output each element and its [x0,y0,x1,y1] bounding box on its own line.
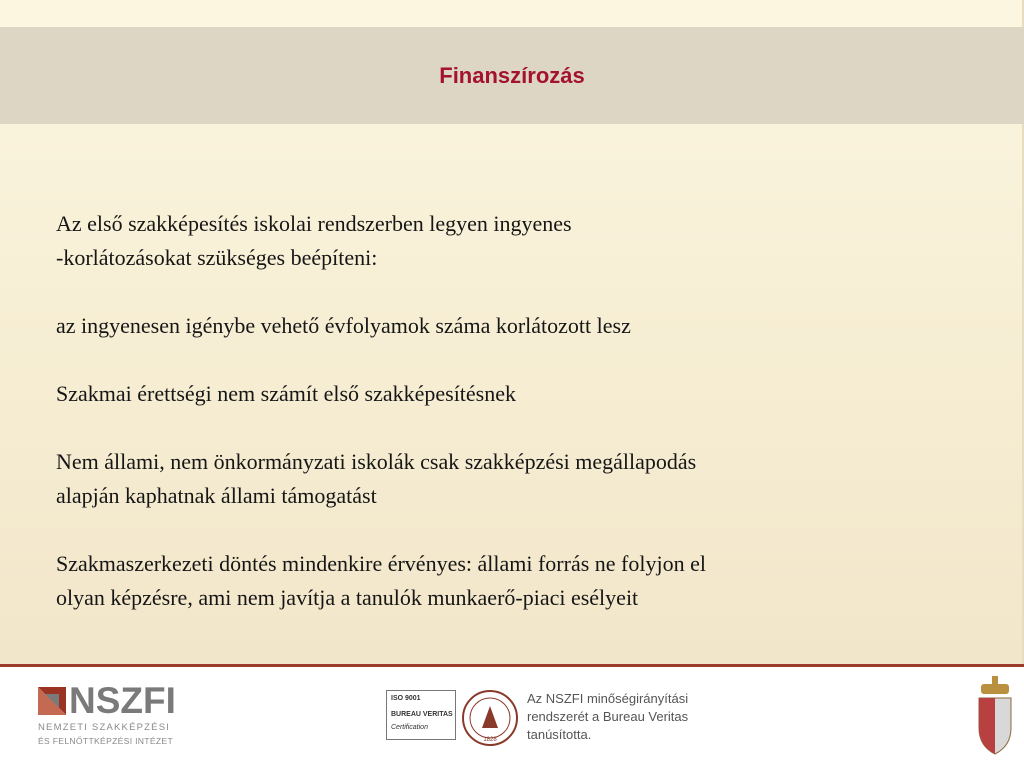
slide-title: Finanszírozás [439,62,585,88]
bv-text-line: rendszerét a Bureau Veritas [527,709,689,724]
paragraph [56,309,956,343]
paragraph-line: -korlátozásokat szükséges beépíteni: [56,245,378,270]
paragraph [56,445,956,513]
bv-cert-label: Certification [391,724,428,731]
slide-body [56,207,956,649]
paragraph [56,377,956,411]
bureau-veritas-seal-icon [460,688,520,748]
paragraph-line: Az első szakképesítés iskolai rendszerben legyen ingyenes [56,211,572,236]
paragraph [56,547,956,615]
nszfi-logo-name: NSZFI [69,680,176,721]
paragraph-line: alapján kaphatnak állami támogatást [56,483,377,508]
nszfi-logo-subtitle: NEMZETI SZAKKÉPZÉSI [38,722,171,733]
paragraph-line: Nem állami, nem önkormányzati iskolák csak szakképzési megállapodás [56,449,697,474]
bv-iso-label: ISO 9001 [391,695,421,702]
paragraph-line: Szakmaszerkezeti döntés mindenkire érvényes: állami forrás ne folyjon el [56,551,706,576]
bv-text-line: tanúsította. [527,727,592,742]
hungarian-coat-of-arms-icon [975,676,1015,758]
paragraph-line: olyan képzésre, ami nem javítja a tanulók munkaerő-piaci esélyeit [56,585,639,610]
paragraph-line: az ingyenesen igénybe vehető évfolyamok száma korlátozott lesz [56,313,631,338]
bureau-veritas-badge [386,690,456,740]
bv-seal-year: 1828 [483,737,497,743]
bv-text-line: Az NSZFI minőségirányítási [527,691,689,706]
paragraph-line: Szakmai érettségi nem számít első szakképesítésnek [56,381,517,406]
paragraph [56,207,956,275]
bv-name-label: BUREAU VERITAS [391,711,453,718]
bureau-veritas-text [527,690,688,744]
nszfi-logo-subtitle: ÉS FELNŐTTKÉPZÉSI INTÉZET [38,736,173,746]
